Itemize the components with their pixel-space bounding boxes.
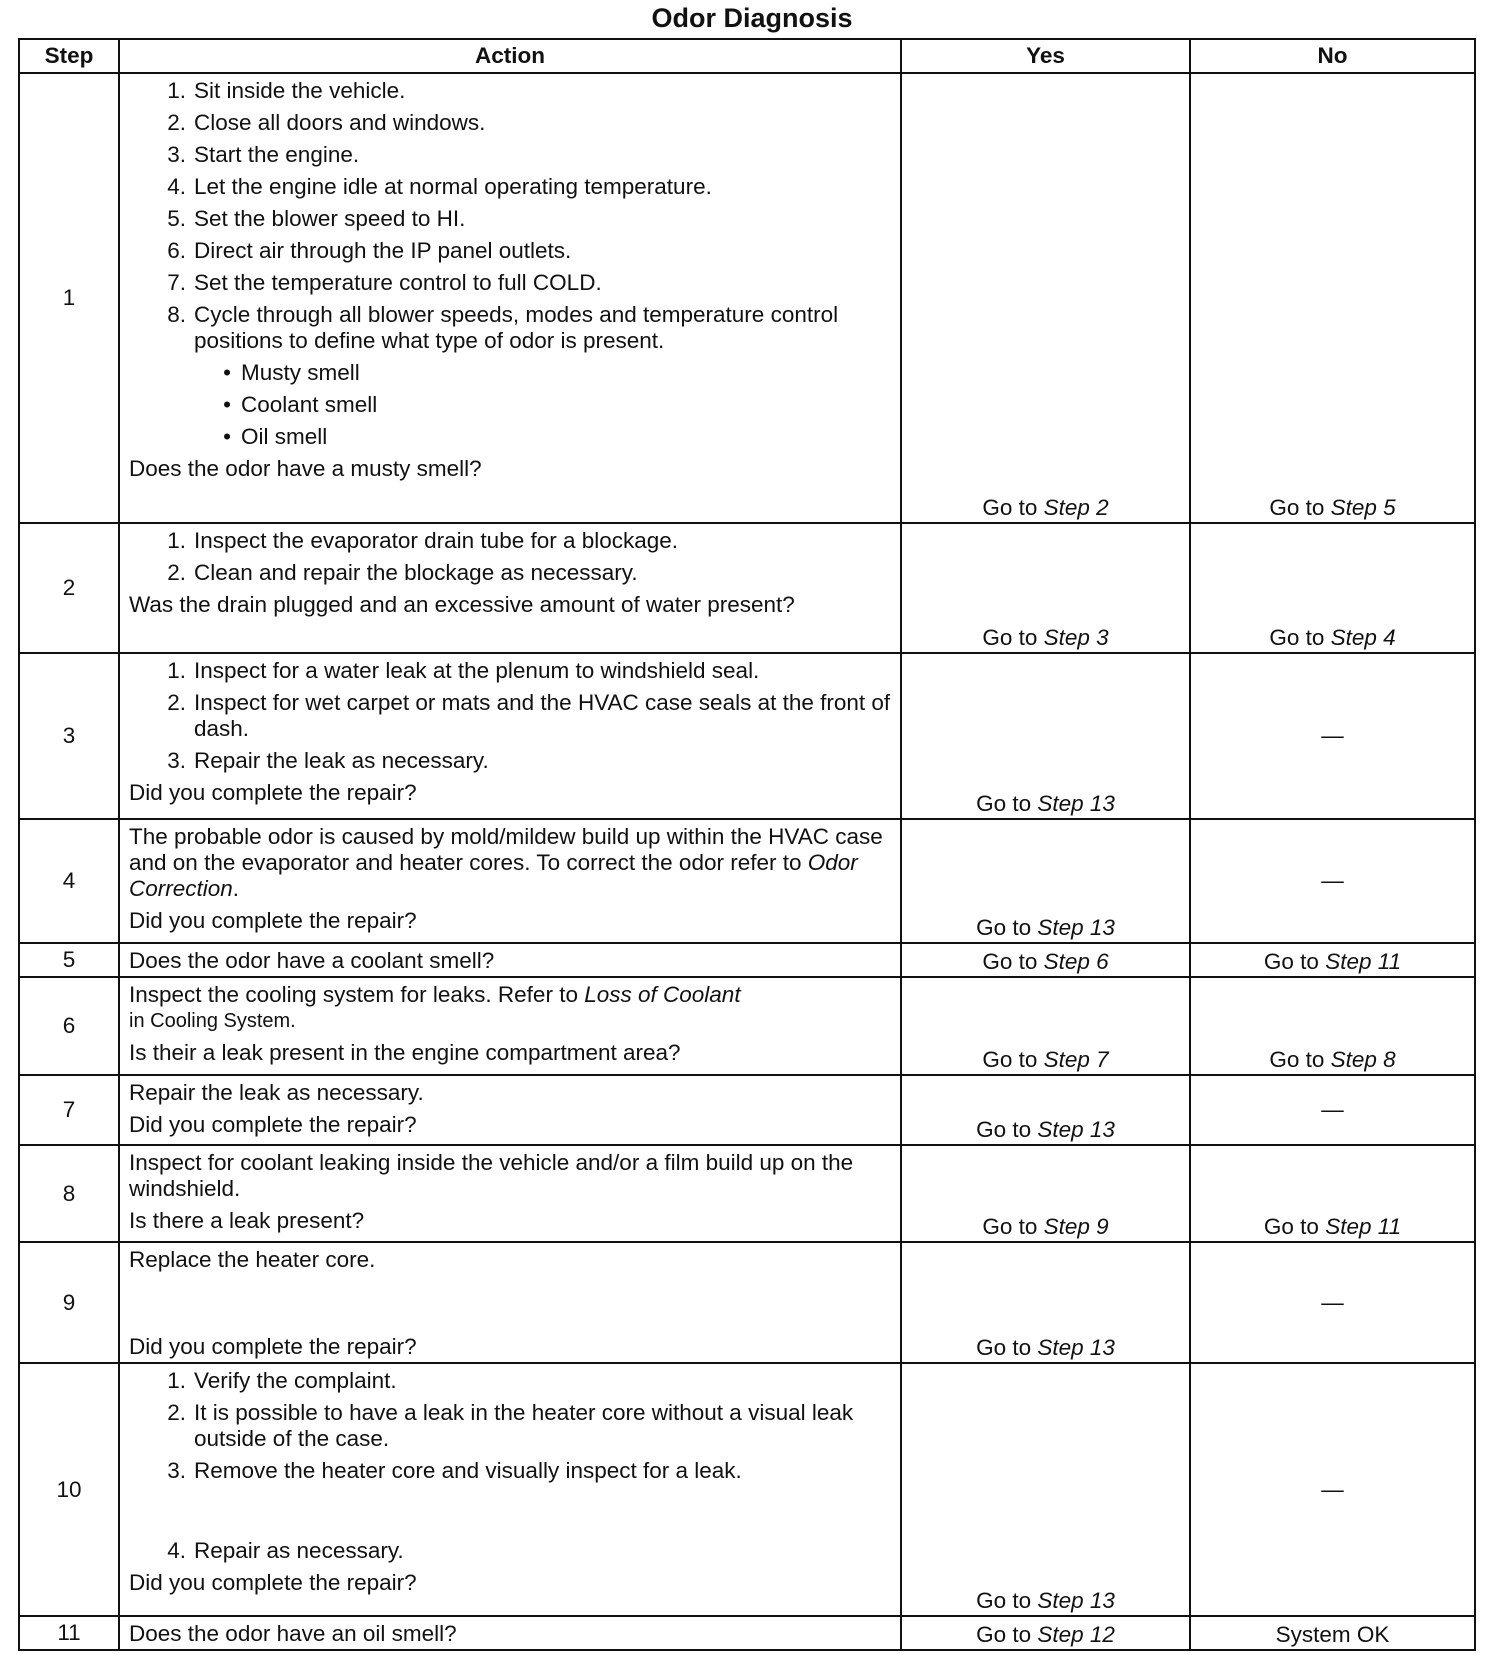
list-item: 3. Remove the heater core and visually inspect for a leak. <box>167 1458 742 1483</box>
action-cell <box>119 819 901 943</box>
yes-cell: Go to Step 9 <box>901 1145 1190 1242</box>
no-cell: — <box>1190 1363 1475 1616</box>
table-row <box>19 1616 1475 1650</box>
step-number: 4 <box>19 819 119 943</box>
list-item: 5. Set the blower speed to HI. <box>167 206 466 231</box>
no-cell: Go to Step 11 <box>1190 1145 1475 1242</box>
question-text: Did you complete the repair? <box>129 1112 417 1137</box>
no-cell: Go to Step 8 <box>1190 977 1475 1075</box>
step-number: 6 <box>19 977 119 1075</box>
list-item: 3. Repair the leak as necessary. <box>167 748 489 773</box>
header-step: Step <box>19 39 119 73</box>
action-text: The probable odor is caused by mold/mildew build up within the HVAC case and on the evaporator and heater cores. To correct the odor refer to Odor Correction. <box>129 824 883 901</box>
goto-step-link[interactable]: Step 11 <box>1325 1214 1402 1239</box>
yes-cell: Go to Step 13 <box>901 653 1190 819</box>
action-cell <box>119 943 901 977</box>
no-cell: — <box>1190 1075 1475 1145</box>
yes-cell: Go to Step 13 <box>901 1242 1190 1363</box>
action-text: Repair the leak as necessary. <box>129 1080 424 1105</box>
step-number: 3 <box>19 653 119 819</box>
goto-step-link[interactable]: Step 5 <box>1330 495 1396 520</box>
question-text: Did you complete the repair? <box>129 1570 417 1595</box>
yes-cell: Go to Step 13 <box>901 1075 1190 1145</box>
bullet-item: • Musty smell <box>223 360 360 385</box>
action-text: Inspect the cooling system for leaks. Refer to Loss of Coolant <box>129 982 741 1007</box>
no-cell: Go to Step 11 <box>1190 943 1475 977</box>
question-text: Does the odor have a coolant smell? <box>129 948 495 973</box>
question-text: Did you complete the repair? <box>129 1334 417 1359</box>
action-cell <box>119 1145 901 1242</box>
list-item: 3. Start the engine. <box>167 142 360 167</box>
table-row <box>19 653 1475 819</box>
table-row <box>19 1075 1475 1145</box>
no-cell: Go to Step 4 <box>1190 523 1475 653</box>
action-cell <box>119 73 901 523</box>
goto-step-link[interactable]: Step 8 <box>1330 1047 1396 1072</box>
list-item: 4. Repair as necessary. <box>167 1538 404 1563</box>
list-item: 2. It is possible to have a leak in the heater core without a visual leak outside of the case. <box>167 1400 854 1451</box>
yes-cell: Go to Step 13 <box>901 1363 1190 1616</box>
list-item: 2. Inspect for wet carpet or mats and the HVAC case seals at the front of dash. <box>167 690 891 741</box>
question-text: Did you complete the repair? <box>129 908 417 933</box>
action-text: Inspect for coolant leaking inside the vehicle and/or a film build up on the windshield. <box>129 1150 854 1201</box>
yes-cell: Go to Step 13 <box>901 819 1190 943</box>
list-item: 8. Cycle through all blower speeds, modes and temperature control positions to define what type of odor is present. <box>167 302 839 353</box>
step-number: 1 <box>19 73 119 523</box>
action-cell <box>119 523 901 653</box>
question-text: Is their a leak present in the engine compartment area? <box>129 1040 681 1065</box>
list-item: 1. Sit inside the vehicle. <box>167 78 406 103</box>
header-action: Action <box>119 39 901 73</box>
no-cell: — <box>1190 1242 1475 1363</box>
no-cell: Go to Step 5 <box>1190 73 1475 523</box>
action-cell <box>119 1616 901 1650</box>
goto-step-link[interactable]: Step 9 <box>1043 1214 1109 1239</box>
yes-cell: Go to Step 2 <box>901 73 1190 523</box>
step-number: 7 <box>19 1075 119 1145</box>
question-text: Was the drain plugged and an excessive amount of water present? <box>129 592 795 617</box>
action-cell <box>119 1363 901 1616</box>
goto-step-link[interactable]: Step 13 <box>1037 1117 1115 1142</box>
list-item: 2. Clean and repair the blockage as necessary. <box>167 560 638 585</box>
yes-cell: Go to Step 7 <box>901 977 1190 1075</box>
list-item: 4. Let the engine idle at normal operating temperature. <box>167 174 712 199</box>
goto-step-link[interactable]: Step 13 <box>1037 1335 1115 1360</box>
table-row <box>19 1145 1475 1242</box>
yes-cell: Go to Step 12 <box>901 1616 1190 1650</box>
list-item: 1. Verify the complaint. <box>167 1368 397 1393</box>
table-row <box>19 1242 1475 1363</box>
action-list <box>129 78 892 354</box>
no-cell: — <box>1190 653 1475 819</box>
yes-cell: Go to Step 6 <box>901 943 1190 977</box>
odor-type-list <box>129 360 892 450</box>
goto-step-link[interactable]: Step 6 <box>1043 949 1109 974</box>
table-row <box>19 523 1475 653</box>
question-text: Does the odor have a musty smell? <box>129 456 482 481</box>
step-number: 11 <box>19 1616 119 1650</box>
page-title: Odor Diagnosis <box>651 3 853 33</box>
list-item: 2. Close all doors and windows. <box>167 110 486 135</box>
goto-step-link[interactable]: Step 13 <box>1037 915 1115 940</box>
table-row <box>19 1363 1475 1616</box>
goto-step-link[interactable]: Step 13 <box>1037 1588 1115 1613</box>
step-number: 8 <box>19 1145 119 1242</box>
yes-cell: Go to Step 3 <box>901 523 1190 653</box>
action-cell <box>119 977 901 1075</box>
goto-step-link[interactable]: Step 4 <box>1330 625 1396 650</box>
step-number: 10 <box>19 1363 119 1616</box>
action-cell <box>119 1242 901 1363</box>
no-cell: — <box>1190 819 1475 943</box>
action-list <box>129 528 892 586</box>
action-cell <box>119 1075 901 1145</box>
action-cell <box>119 653 901 819</box>
list-item: 1. Inspect for a water leak at the plenum to windshield seal. <box>167 658 760 683</box>
list-item: 7. Set the temperature control to full COLD. <box>167 270 602 295</box>
table-row <box>19 977 1475 1075</box>
header-no: No <box>1190 39 1475 73</box>
goto-step-link[interactable]: Step 13 <box>1037 791 1115 816</box>
goto-step-link[interactable]: Step 3 <box>1043 625 1109 650</box>
goto-step-link[interactable]: Step 7 <box>1043 1047 1109 1072</box>
question-text: Is there a leak present? <box>129 1208 365 1233</box>
step-number: 5 <box>19 943 119 977</box>
goto-step-link[interactable]: Step 2 <box>1043 495 1109 520</box>
no-cell: System OK <box>1190 1616 1475 1650</box>
action-list <box>129 658 892 774</box>
action-text: Replace the heater core. <box>129 1247 376 1272</box>
question-text: Does the odor have an oil smell? <box>129 1621 457 1646</box>
odor-diagnosis-table <box>18 38 1476 1651</box>
list-item: 6. Direct air through the IP panel outlets. <box>167 238 572 263</box>
step-number: 2 <box>19 523 119 653</box>
goto-step-link[interactable]: Step 11 <box>1325 949 1402 974</box>
bullet-item: • Coolant smell <box>223 392 378 417</box>
goto-step-link[interactable]: Step 12 <box>1037 1622 1115 1647</box>
table-row <box>19 943 1475 977</box>
header-row <box>19 39 1475 73</box>
step-number: 9 <box>19 1242 119 1363</box>
action-subtext: in Cooling System. <box>129 1010 296 1032</box>
question-text: Did you complete the repair? <box>129 780 417 805</box>
bullet-item: • Oil smell <box>223 424 328 449</box>
header-yes: Yes <box>901 39 1190 73</box>
table-row <box>19 819 1475 943</box>
action-list <box>129 1368 892 1564</box>
table-row <box>19 73 1475 523</box>
list-item: 1. Inspect the evaporator drain tube for a blockage. <box>167 528 679 553</box>
